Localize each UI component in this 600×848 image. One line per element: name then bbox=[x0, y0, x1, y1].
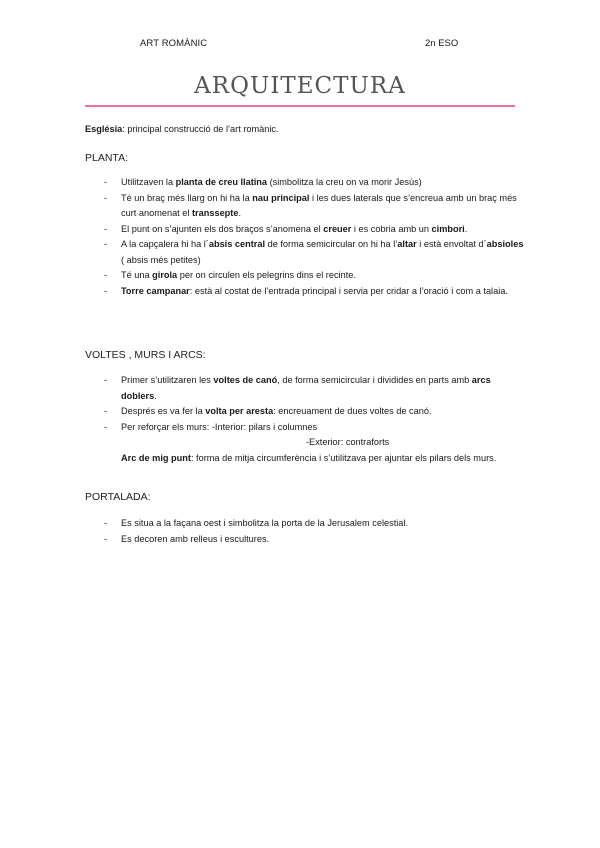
section-heading-voltes: VOLTES , MURS I ARCS: bbox=[85, 349, 206, 361]
intro-term: Església bbox=[85, 124, 123, 134]
bullet-dash-icon: - bbox=[104, 406, 108, 416]
list-item: - El punt on s’ajunten els dos braços s’anomena el creuer i es cobria amb un cimbori. bbox=[85, 222, 525, 238]
bullet-dash-icon: - bbox=[104, 285, 108, 296]
bullet-dash-icon: - bbox=[104, 533, 108, 544]
intro-text: : principal construcció de l’art romànic. bbox=[122, 124, 279, 134]
bullet-dash-icon: - bbox=[104, 421, 108, 432]
list-item: - Utilitzaven la planta de creu llatina (simbolitza la creu on va morir Jesús) bbox=[85, 175, 525, 191]
portalada-list bbox=[85, 516, 525, 547]
section-heading-planta: PLANTA: bbox=[85, 152, 128, 164]
list-item: - Es situa a la façana oest i simbolitza la porta de la Jerusalem celestial. bbox=[85, 516, 525, 532]
page-title: ARQUITECTURA bbox=[194, 73, 406, 99]
bullet-dash-icon: - bbox=[104, 375, 108, 385]
list-item: - Torre campanar: està al costat de l’entrada principal i servia per cridar a l’oració i com a talaia. bbox=[85, 284, 525, 300]
list-item: - Té una girola per on circulen els pelegrins dins el recinte. bbox=[85, 268, 525, 284]
bullet-dash-icon: - bbox=[104, 192, 108, 203]
header-subject: ART ROMÀNIC bbox=[140, 38, 208, 49]
header-grade: 2n ESO bbox=[425, 38, 459, 49]
list-item: - Després es va fer la volta per aresta: encreuament de dues voltes de canó. bbox=[85, 404, 525, 420]
bullet-dash-icon: - bbox=[104, 177, 108, 187]
list-item: Arc de mig punt: forma de mitja circumferència i s’utilitzava per ajuntar els pilars dels murs. bbox=[121, 452, 497, 463]
list-item: - A la capçalera hi ha l´absis central de forma semicircular on hi ha l’altar i està envoltat d´absioles ( absis més petites) bbox=[104, 239, 524, 265]
bullet-dash-icon: - bbox=[104, 518, 108, 528]
bullet-dash-icon: - bbox=[104, 239, 108, 249]
list-item: - Per reforçar els murs: -Interior: pilars i columnes -Exterior: contraforts bbox=[104, 421, 390, 447]
section-heading-portalada: PORTALADA: bbox=[85, 491, 151, 503]
intro-paragraph bbox=[85, 124, 279, 134]
list-item: - Té un braç més llarg on hi ha la nau principal i les dues laterals que s’encreua amb un braç més curt anomenat el transsepte. bbox=[104, 192, 517, 218]
voltes-list bbox=[85, 373, 525, 466]
bullet-dash-icon: - bbox=[104, 223, 108, 234]
list-item: - Primer s’utilitzaren les voltes de canó, de forma semicircular i dividides en parts amb arcs doblers. bbox=[104, 375, 491, 401]
bullet-dash-icon: - bbox=[104, 270, 108, 280]
list-item: - Es decoren amb relleus i escultures. bbox=[85, 532, 525, 548]
planta-list bbox=[85, 175, 525, 299]
title-divider bbox=[85, 105, 515, 107]
